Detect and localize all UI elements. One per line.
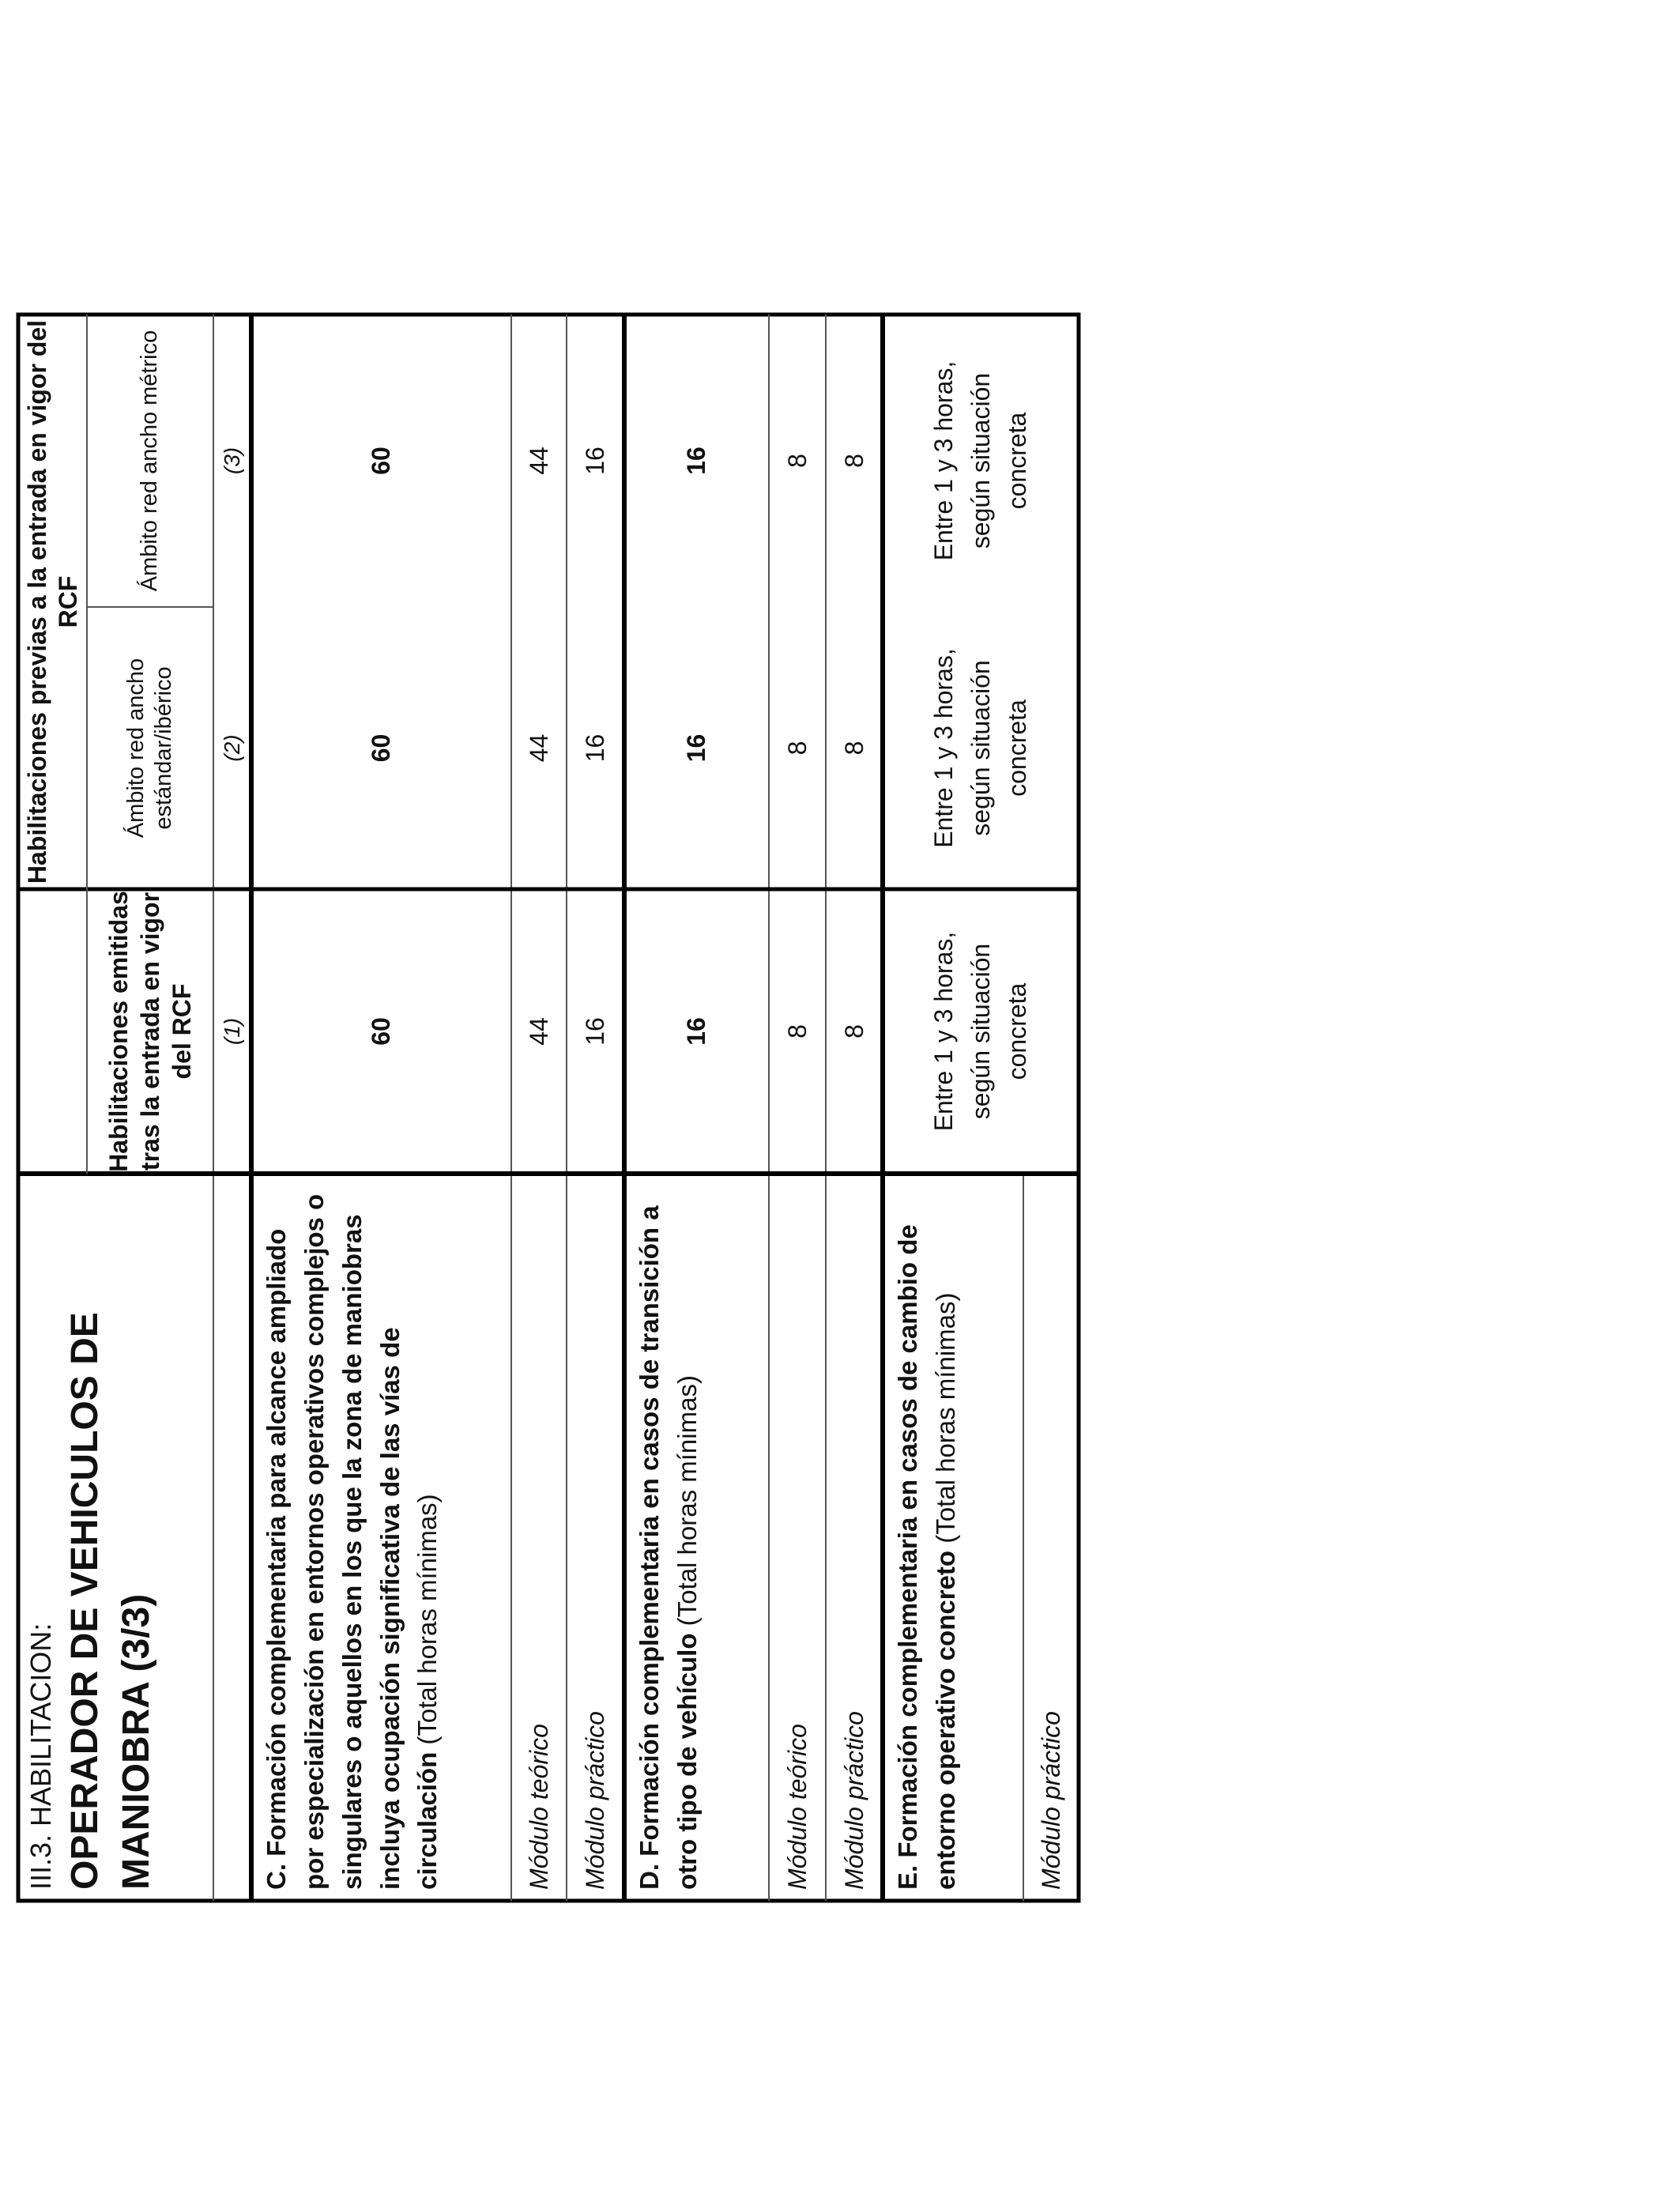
page-title: OPERADOR DE VEHICULOS DE MANIOBRA (3/3) bbox=[63, 1312, 157, 1890]
row-c-teorico-col1: 44 bbox=[524, 1017, 553, 1046]
row-d-col3: 16 bbox=[682, 447, 710, 475]
row-e-col3: Entre 1 y 3 horas, según situación concreta bbox=[929, 360, 1032, 561]
col2-title: Ámbito red ancho estándar/ibérico bbox=[122, 658, 176, 839]
row-c-practico-col3: 16 bbox=[581, 447, 609, 475]
row-d-col1: 16 bbox=[682, 1017, 710, 1046]
row-c-label-bold: C. Formación complementaria para alcance ampliado por especialización en entornos operativos complejos o singulares o aquellos en los que la zona de maniobras incluya ocupación significativa de las vías de circulación bbox=[262, 1193, 443, 1890]
row-c-practico-col2: 16 bbox=[581, 733, 609, 763]
col3-title: Ámbito red ancho métrico bbox=[137, 330, 163, 592]
section-code: III.3. HABILITACION: bbox=[24, 1623, 57, 1890]
row-c-label bbox=[251, 1174, 511, 1901]
col1-title: Habilitaciones emitidas tras la entrada en vigor del RCF bbox=[104, 891, 196, 1172]
row-c-practico-col1: 16 bbox=[581, 1017, 609, 1046]
col3-index: (3) bbox=[220, 447, 244, 475]
row-d-label-bold: D. Formación complementaria en casos de transición a otro tipo de vehículo bbox=[635, 1205, 702, 1890]
row-e-label-rest: (Total horas mínimas) bbox=[930, 1292, 960, 1551]
col1-index: (1) bbox=[220, 1017, 244, 1046]
row-d-teorico-col3: 8 bbox=[782, 454, 812, 468]
row-d-teorico-label: Módulo teórico bbox=[782, 1724, 812, 1890]
row-d-col2: 16 bbox=[682, 733, 710, 763]
row-e-label-bold: E. Formación complementaria en casos de cambio de entorno operativo concreto bbox=[893, 1224, 960, 1890]
row-c-teorico-col2: 44 bbox=[524, 733, 553, 763]
row-d-label-rest: (Total horas mínimas) bbox=[672, 1375, 702, 1634]
row-c-practico-label: Módulo práctico bbox=[581, 1711, 609, 1890]
row-d-practico-col3: 8 bbox=[839, 454, 868, 468]
row-c-col3: 60 bbox=[367, 447, 395, 475]
row-d-practico-col2: 8 bbox=[839, 741, 868, 756]
row-e-label bbox=[883, 1174, 1023, 1901]
row-c-teorico-col3: 44 bbox=[524, 447, 553, 475]
row-e-practico-label: Módulo práctico bbox=[1036, 1711, 1065, 1890]
row-d-practico-col1: 8 bbox=[839, 1024, 868, 1039]
row-d-teorico-col2: 8 bbox=[782, 741, 812, 756]
row-e-col2: Entre 1 y 3 horas, según situación concreta bbox=[929, 648, 1032, 848]
row-c-col2: 60 bbox=[367, 733, 395, 763]
row-c-teorico-label: Módulo teórico bbox=[524, 1724, 553, 1890]
row-c-col1: 60 bbox=[367, 1017, 395, 1046]
group-title: Habilitaciones previas a la entrada en vigor del RCF bbox=[23, 319, 82, 884]
row-d-teorico-col1: 8 bbox=[782, 1024, 812, 1039]
row-e-col1: Entre 1 y 3 horas, según situación concreta bbox=[929, 931, 1032, 1132]
row-d-practico-label: Módulo práctico bbox=[839, 1711, 868, 1890]
col2-index: (2) bbox=[220, 734, 244, 762]
row-c-label-rest: (Total horas mínimas) bbox=[412, 1494, 443, 1752]
row-d-label bbox=[624, 1174, 769, 1901]
